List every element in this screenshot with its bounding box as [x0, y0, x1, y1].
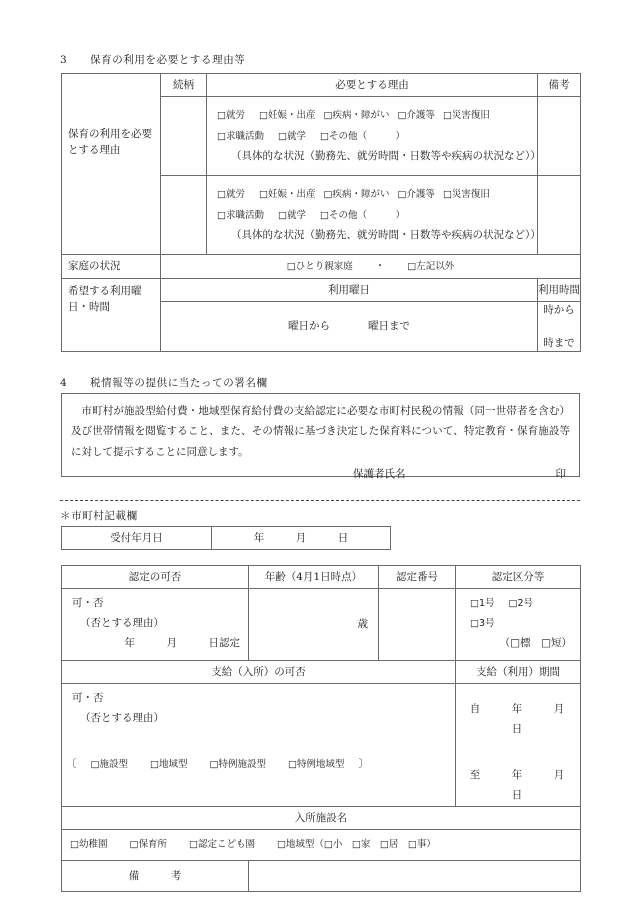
municipal-remarks-input[interactable]: [249, 860, 581, 891]
reason-line-2: [217, 205, 537, 226]
municipal-remarks-label: 備 考: [62, 860, 249, 891]
period-to-input[interactable]: 至 年 月 日: [469, 768, 596, 801]
period-from-input[interactable]: 自 年 月 日: [469, 703, 596, 735]
receipt-date-label: 受付年月日: [62, 527, 212, 550]
checkbox-disaster-1[interactable]: □災害復旧: [442, 110, 490, 121]
certification-decision-table: [61, 565, 596, 892]
header-age: 年齢（4月1日時点）: [249, 566, 379, 589]
header-facility-name: 入所施設名: [62, 806, 581, 829]
approval-reason-label: （否とする理由）: [80, 616, 164, 629]
remarks-input-2[interactable]: [538, 176, 581, 255]
reason-row-label: 保育の利用を必要とする理由: [62, 74, 161, 255]
checkbox-jobhunting-2[interactable]: □求職活動: [217, 209, 264, 221]
checkbox-pregnancy-2[interactable]: □妊娠・出産: [258, 189, 316, 200]
receipt-date-table: [61, 526, 391, 550]
checkbox-other-1[interactable]: □その他（ ）: [319, 130, 405, 142]
header-approval: 認定の可否: [62, 566, 249, 589]
cert-number-input[interactable]: [379, 589, 456, 661]
table-row: [62, 661, 581, 684]
checkbox-category-2[interactable]: □2号: [508, 598, 534, 609]
section4-title: 税情報等の提供に当たっての署名欄: [90, 377, 268, 389]
signature-row: [71, 464, 570, 484]
table-row: [62, 527, 391, 550]
cert-category-cell: [456, 589, 581, 661]
header-use-hours: 利用時間: [538, 279, 581, 302]
table-row: [62, 806, 581, 829]
bracket-close: 〕: [358, 757, 369, 770]
header-reason: 必要とする理由: [207, 74, 538, 97]
bracket-open: 〔: [66, 757, 77, 770]
checkbox-nursery[interactable]: □保育所: [129, 839, 167, 851]
payment-yes-no[interactable]: 可・否: [72, 692, 104, 704]
day-from-label: 曜日から: [288, 320, 330, 333]
checkbox-facility-type[interactable]: □施設型: [90, 758, 128, 770]
header-use-days: 利用曜日: [161, 279, 538, 302]
relation-input-2[interactable]: [161, 176, 207, 255]
age-unit-label: 歳: [357, 618, 368, 631]
schedule-row-label: 希望する利用曜日・時間: [62, 279, 161, 352]
consent-box: [61, 393, 580, 481]
checkbox-special-regional-type[interactable]: □特例地域型: [287, 758, 345, 770]
seal-label: 印: [555, 468, 566, 481]
payment-reason-label: （否とする理由）: [80, 711, 164, 724]
header-relation: 続柄: [161, 74, 207, 97]
payment-approval-cell[interactable]: [62, 684, 456, 807]
checkbox-employment-1[interactable]: □就労: [217, 110, 245, 121]
section4-number: 4: [60, 377, 68, 389]
checkbox-kindergarten[interactable]: □幼稚園: [70, 839, 108, 851]
approval-yes-no[interactable]: 可・否: [72, 597, 104, 609]
checkbox-illness-1[interactable]: □疾病・障がい: [323, 110, 390, 121]
checkbox-nursing-2[interactable]: □介護等: [397, 189, 435, 200]
consent-text: 市町村が施設型給付費・地域型保育給付費の支給認定に必要な市町村民税の情報（同一世帯者を含む）及び世帯情報を閲覧すること、また、その情報に基づき決定した保育料について、特定教育・保育施設等に対して提示することに同意します。: [71, 405, 570, 458]
reason-line-1: [217, 105, 537, 126]
table-row: [62, 566, 581, 589]
use-days-input[interactable]: [161, 302, 538, 352]
relation-input-1[interactable]: [161, 97, 207, 176]
checkbox-category-1[interactable]: □1号: [470, 598, 495, 609]
time-to-label: 時まで: [543, 336, 575, 349]
table-row: [62, 860, 581, 891]
remarks-input-1[interactable]: [538, 97, 581, 176]
checkbox-pregnancy-1[interactable]: □妊娠・出産: [258, 110, 316, 121]
header-remarks: 備考: [538, 74, 581, 97]
time-from-label: 時から: [543, 304, 575, 316]
table-row: [62, 74, 581, 97]
checkbox-regional-facility[interactable]: □地域型（□小 □家 □居 □事）: [276, 839, 436, 851]
guardian-name-label: 保護者氏名: [353, 468, 406, 481]
facility-type-options: [66, 755, 447, 775]
header-cert-category: 認定区分等: [456, 566, 581, 589]
approval-date-input[interactable]: 年 月 日認定: [124, 636, 240, 649]
cert-category-sub[interactable]: （□標 □短）: [499, 636, 572, 649]
facility-options-cell: [62, 829, 581, 860]
receipt-date-input[interactable]: 年 月 日: [212, 527, 391, 550]
checkbox-other-than-left[interactable]: □左記以外: [407, 261, 455, 273]
age-input[interactable]: [249, 589, 379, 661]
checkbox-other-2[interactable]: □その他（ ）: [319, 209, 405, 221]
reason-line-1: [217, 184, 537, 205]
section3-number: 3: [60, 54, 68, 66]
header-payment-period: 支給（利用）期間: [456, 661, 581, 684]
section3-title: 保育の利用を必要とする理由等: [90, 54, 246, 66]
table-row: [62, 279, 581, 302]
table-row: [62, 589, 581, 661]
table-row: [62, 829, 581, 860]
section-divider: [60, 500, 580, 501]
header-cert-number: 認定番号: [379, 566, 456, 589]
checkbox-jobhunting-1[interactable]: □求職活動: [217, 130, 264, 142]
cert-category-line-2: [470, 614, 572, 634]
section3-heading: [60, 52, 245, 67]
checkbox-schooling-1[interactable]: □就学: [277, 130, 306, 142]
table-row: [62, 684, 581, 807]
checkbox-employment-2[interactable]: □就労: [217, 189, 245, 200]
payment-period-cell[interactable]: [456, 684, 596, 807]
family-status-label: 家庭の状況: [62, 255, 161, 279]
reason-line-2: [217, 126, 537, 147]
checkbox-certified-center[interactable]: □認定こども園: [188, 839, 255, 851]
checkbox-regional-type[interactable]: □地域型: [149, 758, 188, 770]
checkbox-single-parent[interactable]: □ひとり親家庭: [286, 261, 353, 273]
checkbox-category-3[interactable]: □3号: [470, 617, 495, 629]
municipal-heading: ＊市町村記載欄: [60, 510, 138, 522]
cert-category-line-1: [470, 594, 572, 614]
reasons-table: [61, 73, 581, 352]
reason-checkbox-group-1: [207, 97, 541, 176]
day-to-label: 曜日まで: [368, 320, 410, 333]
use-hours-input[interactable]: [538, 302, 581, 352]
reason-checkbox-group-2: [207, 176, 541, 255]
header-payment-approval: 支給（入所）の可否: [62, 661, 456, 684]
checkbox-nursing-1[interactable]: □介護等: [397, 110, 435, 121]
checkbox-schooling-2[interactable]: □就学: [277, 209, 306, 221]
table-row: [62, 255, 581, 279]
section4-heading: [60, 375, 268, 390]
reason-detail-note-2: （具体的な状況（勤務先、就労時間・日数等や疾病の状況など））: [231, 229, 541, 242]
family-status-options: [161, 255, 581, 279]
option-separator: ・: [374, 260, 386, 273]
reason-detail-note-1: （具体的な状況（勤務先、就労時間・日数等や疾病の状況など））: [231, 150, 541, 163]
approval-cell[interactable]: [62, 589, 249, 661]
checkbox-disaster-2[interactable]: □災害復旧: [442, 189, 490, 200]
checkbox-special-facility-type[interactable]: □特例施設型: [209, 758, 266, 770]
checkbox-illness-2[interactable]: □疾病・障がい: [323, 189, 390, 200]
